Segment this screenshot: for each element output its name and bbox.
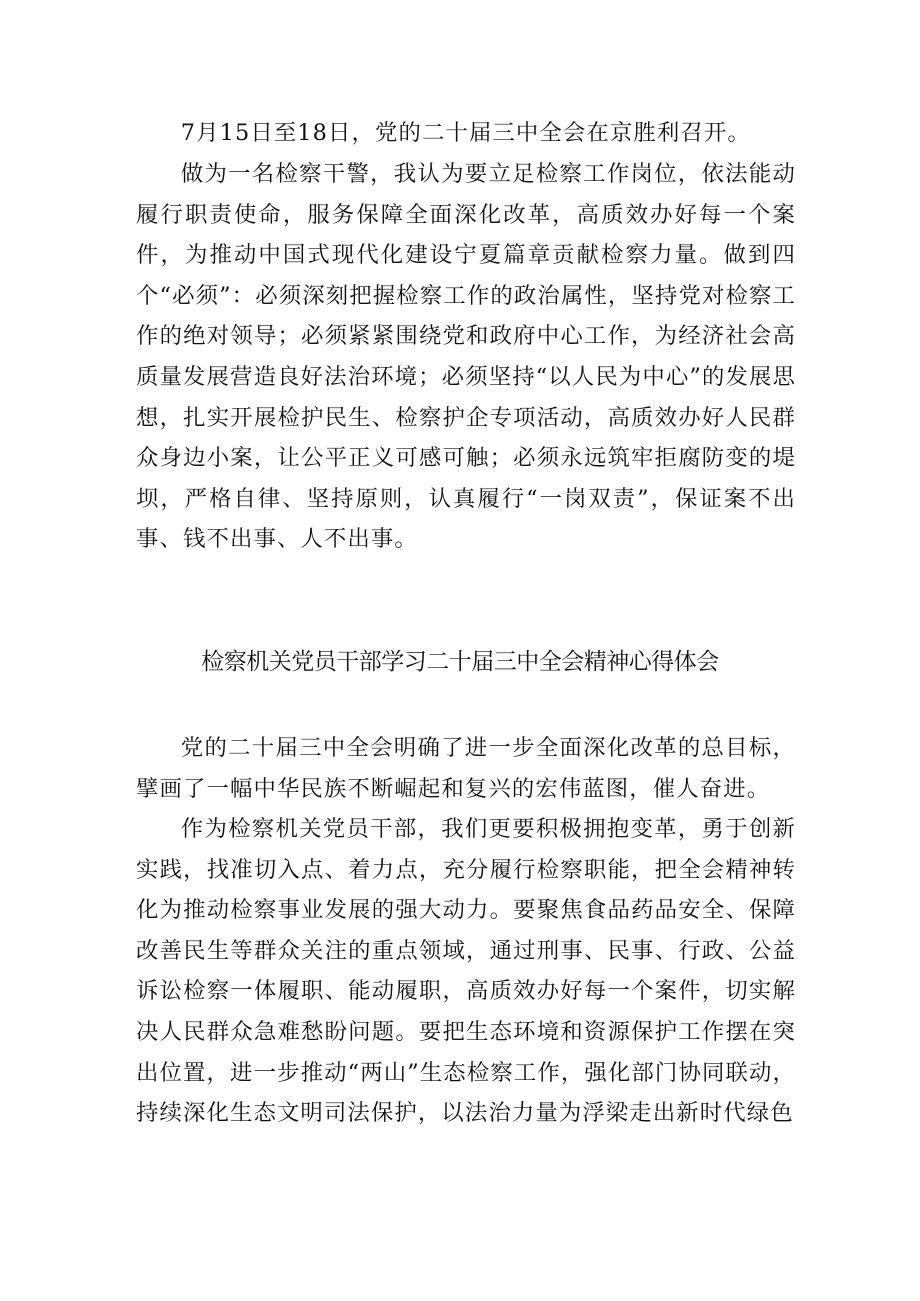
- section-heading: 检察机关党员干部学习二十届三中全会精神心得体会: [201, 649, 719, 675]
- paragraph-opening: 7月15日至18日，党的二十届三中全会在京胜利召开。: [180, 120, 751, 146]
- paragraph-party-cadres: 作为检察机关党员干部，我们更要积极拥抱变革，勇于创新实践，找准切入点、着力点，充分履行检察职能，把全会精神转化为推动检察事业发展的强大动力。要聚焦食品药品安全、保障改善民生等群众关注的重点领域，通过刑事、民事、行政、公益诉讼检察一体履职、能动履职，高质效办好每一个案件，切实解决人民群众急难愁盼问题。要把生态环境和资源保护工作摆在突出位置，进一步推动“两山”生态检察工作，强化部门协同联动，持续深化生态文明司法保护，以法治力量为浮梁走出新时代绿色: [136, 816, 796, 1127]
- paragraph-reform-goal: 党的二十届三中全会明确了进一步全面深化改革的总目标，擘画了一幅中华民族不断崛起和复兴的宏伟蓝图，催人奋进。: [136, 735, 796, 802]
- paragraph-prosecutor-duties: 做为一名检察干警，我认为要立足检察工作岗位，依法能动履行职责使命，服务保障全面深化改革，高质效办好每一个案件，为推动中国式现代化建设宁夏篇章贡献检察力量。做到四个“必须”：必须深刻把握检察工作的政治属性，坚持党对检察工作的绝对领导；必须紧紧围绕党和政府中心工作，为经济社会高质量发展营造良好法治环境；必须坚持“以人民为中心”的发展思想，扎实开展检护民生、检察护企专项活动，高质效办好人民群众身边小案，让公平正义可感可触；必须永远筑牢拒腐防变的堤坝，严格自律、坚持原则，认真履行“一岗双责”，保证案不出事、钱不出事、人不出事。: [136, 161, 796, 553]
